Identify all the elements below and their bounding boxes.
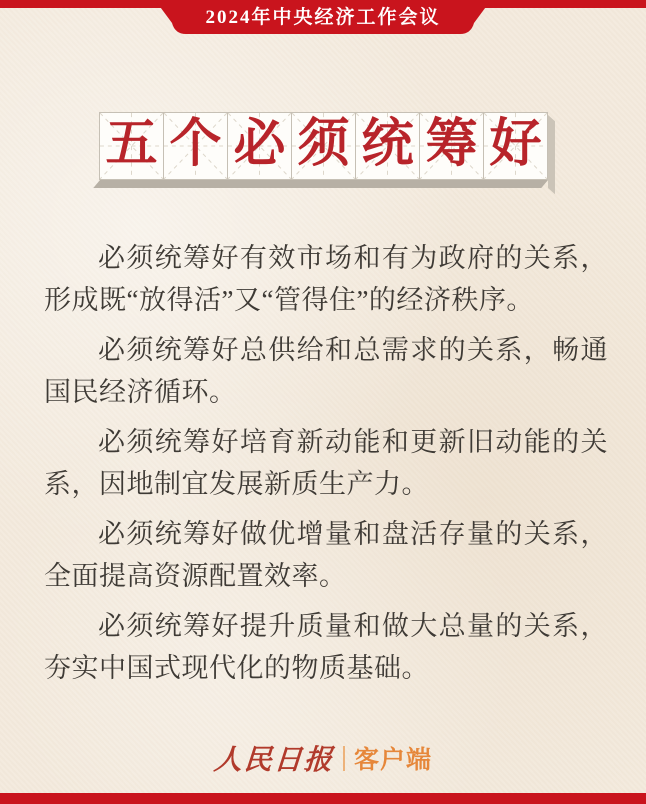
title-character: 必 <box>233 115 286 173</box>
title-character: 个 <box>169 115 222 173</box>
title-character: 统 <box>361 115 414 173</box>
title-strip <box>100 112 548 180</box>
title-character: 须 <box>297 115 350 173</box>
title-character-box <box>227 112 292 180</box>
title-character-box <box>355 112 420 180</box>
title-character-box <box>163 112 228 180</box>
body-paragraph: 必须统筹好提升质量和做大总量的关系，夯实中国式现代化的物质基础。 <box>44 611 608 683</box>
title-character-box <box>419 112 484 180</box>
title-character: 五 <box>105 115 158 173</box>
logo-divider <box>343 746 345 771</box>
title-character: 筹 <box>425 115 478 173</box>
body-paragraph: 必须统筹好培育新动能和更新旧动能的关系，因地制宜发展新质生产力。 <box>44 427 608 499</box>
title-character-box <box>291 112 356 180</box>
conference-title: 2024年中央经济工作会议 <box>205 7 441 28</box>
client-label: 客户端 <box>354 746 433 774</box>
title-character-box <box>99 112 164 180</box>
body-paragraph: 必须统筹好做优增量和盘活存量的关系，全面提高资源配置效率。 <box>44 519 608 591</box>
title-character: 好 <box>489 115 542 173</box>
title-character-box <box>483 112 548 180</box>
peoples-daily-logo: 人民日报 <box>212 745 335 776</box>
bottom-bar <box>0 793 646 804</box>
header-tab <box>155 0 491 34</box>
body-text <box>44 237 608 697</box>
body-paragraph: 必须统筹好总供给和总需求的关系，畅通国民经济循环。 <box>44 335 608 407</box>
body-paragraph: 必须统筹好有效市场和有为政府的关系，形成既“放得活”又“管得住”的经济秩序。 <box>44 243 608 315</box>
footer-logo <box>0 738 646 778</box>
